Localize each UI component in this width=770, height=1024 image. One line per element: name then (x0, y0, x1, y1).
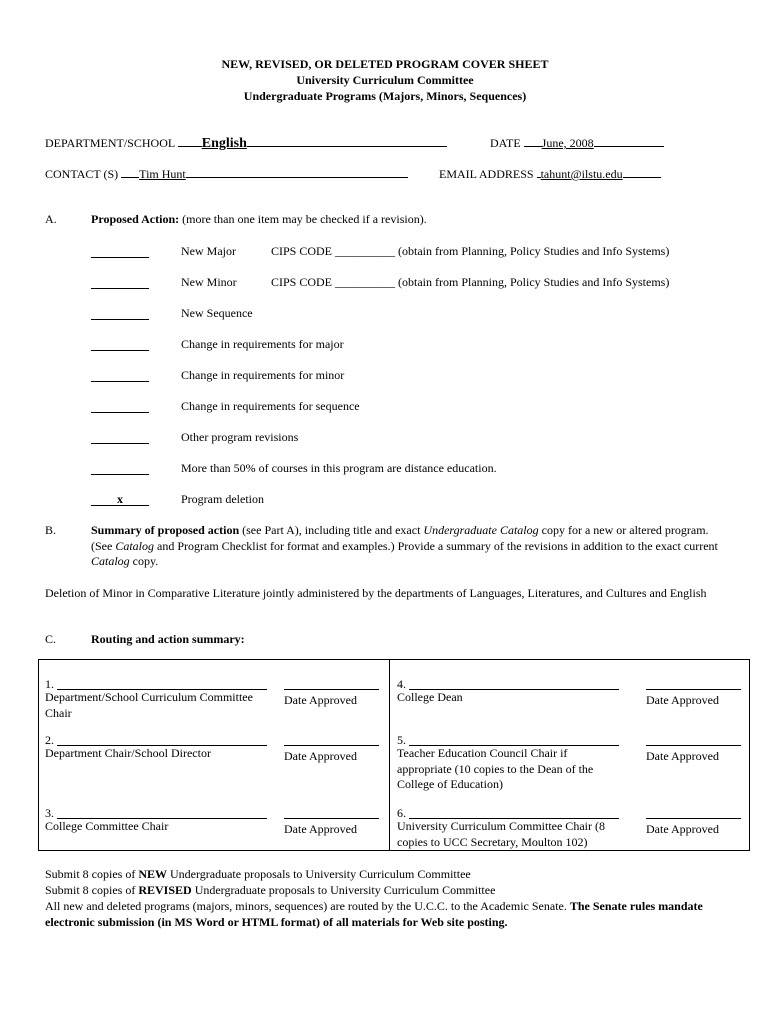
routing-signer-title: Teacher Education Council Chair if appropriate (10 copies to the Dean of the College of Education) (397, 746, 594, 791)
action-item-label: Other program revisions (181, 430, 299, 444)
form-subtitle-committee: University Curriculum Committee (296, 73, 474, 87)
action-checkbox-blank[interactable] (91, 306, 149, 320)
section-b-instructions: Summary of proposed action (see Part A), including title and exact Undergraduate Catalog copy for a new or altered program. (See Catalog and Program Checklist for format and examples.) Provide a summary of the revisions in addition to the exact current Catalog copy. (91, 523, 718, 568)
action-checkbox-blank[interactable]: x (91, 492, 149, 506)
routing-signer-number: 2. (45, 733, 54, 747)
section-a-letter: A. (45, 212, 57, 226)
contact-value[interactable]: Tim Hunt (139, 167, 186, 181)
date-approved-label: Date Approved (646, 693, 719, 707)
action-item (91, 275, 670, 293)
cips-code-field[interactable]: CIPS CODE __________ (obtain from Planning, Policy Studies and Info Systems) (271, 275, 670, 289)
submit-new-line: Submit 8 copies of NEW Undergraduate proposals to University Curriculum Committee (45, 867, 471, 881)
routing-signer-title: College Committee Chair (45, 819, 169, 833)
action-checkbox-blank[interactable] (91, 461, 149, 475)
form-subtitle-programs: Undergraduate Programs (Majors, Minors, Sequences) (243, 89, 527, 103)
summary-heading: Summary of proposed action (91, 523, 240, 537)
email-field (439, 166, 661, 182)
action-item (91, 337, 344, 355)
date-value[interactable]: June, 2008 (541, 136, 594, 150)
routing-signer-number: 6. (397, 806, 406, 820)
section-c-letter: C. (45, 632, 57, 646)
action-item (91, 368, 345, 386)
date-approved-line[interactable] (284, 689, 379, 690)
date-approved-line[interactable] (646, 745, 741, 746)
section-a-heading (91, 212, 427, 227)
date-approved-label: Date Approved (284, 749, 357, 763)
action-item-label: Change in requirements for minor (181, 368, 345, 382)
routing-signer-number: 4. (397, 677, 406, 691)
action-item (91, 399, 360, 417)
routing-signer-title: College Dean (397, 690, 463, 704)
date-approved-label: Date Approved (646, 822, 719, 836)
section-b-letter: B. (45, 523, 57, 537)
routing-signer-title: Department Chair/School Director (45, 746, 211, 760)
date-label: DATE (490, 136, 521, 150)
date-approved-label: Date Approved (284, 822, 357, 836)
action-item-label: More than 50% of courses in this program are distance education. (181, 461, 497, 475)
action-item-label: New Minor (181, 275, 237, 289)
proposed-action-note: (more than one item may be checked if a revision). (179, 212, 427, 226)
action-item-label: New Major (181, 244, 236, 258)
routing-signer-title: University Curriculum Committee Chair (8 copies to UCC Secretary, Moulton 102) (397, 819, 605, 849)
action-item (91, 492, 264, 507)
date-approved-line[interactable] (646, 818, 741, 819)
email-label: EMAIL ADDRESS (439, 167, 534, 181)
action-item-label: Change in requirements for major (181, 337, 344, 351)
action-checkbox-blank[interactable] (91, 337, 149, 351)
department-field (45, 135, 447, 152)
date-field (490, 135, 664, 151)
action-checkbox-blank[interactable] (91, 430, 149, 444)
action-item (91, 244, 670, 262)
department-label: DEPARTMENT/SCHOOL (45, 136, 175, 150)
routing-signer-number: 1. (45, 677, 54, 691)
action-checkbox-blank[interactable] (91, 399, 149, 413)
submission-instructions (45, 866, 735, 930)
contact-label: CONTACT (S) (45, 167, 119, 181)
routing-heading: Routing and action summary: (91, 632, 245, 646)
form-title: NEW, REVISED, OR DELETED PROGRAM COVER SHEET (221, 57, 549, 71)
proposed-action-label: Proposed Action: (91, 212, 180, 226)
action-checkbox-blank[interactable] (91, 368, 149, 382)
senate-routing-line: All new and deleted programs (majors, minors, sequences) are routed by the U.C.C. to the Academic Senate. The Senate rules mandate electronic submission (in MS Word or HTML format) of all materials for Web site posting. (45, 899, 703, 929)
summary-text[interactable]: Deletion of Minor in Comparative Literature jointly administered by the departments of Languages, Literatures, and Cultures and English (45, 586, 707, 600)
email-value[interactable]: tahunt@ilstu.edu (540, 167, 623, 181)
routing-signer-title: Department/School Curriculum Committee Chair (45, 690, 253, 720)
routing-table-divider (389, 659, 390, 850)
routing-signer-number: 5. (397, 733, 406, 747)
action-item-label: New Sequence (181, 306, 253, 320)
date-approved-line[interactable] (284, 818, 379, 819)
contact-field (45, 166, 408, 182)
submit-revised-line: Submit 8 copies of REVISED Undergraduate proposals to University Curriculum Committee (45, 883, 496, 897)
department-value[interactable]: English (201, 136, 247, 151)
date-approved-label: Date Approved (646, 749, 719, 763)
date-approved-line[interactable] (284, 745, 379, 746)
date-approved-label: Date Approved (284, 693, 357, 707)
action-item-label: Change in requirements for sequence (181, 399, 360, 413)
date-approved-line[interactable] (646, 689, 741, 690)
cips-code-field[interactable]: CIPS CODE __________ (obtain from Planning, Policy Studies and Info Systems) (271, 244, 670, 258)
action-item (91, 306, 253, 324)
action-checkbox-blank[interactable] (91, 275, 149, 289)
action-item (91, 461, 497, 479)
routing-signer-number: 3. (45, 806, 54, 820)
action-item (91, 430, 299, 448)
action-item-label: Program deletion (181, 492, 264, 506)
action-checkbox-blank[interactable] (91, 244, 149, 258)
